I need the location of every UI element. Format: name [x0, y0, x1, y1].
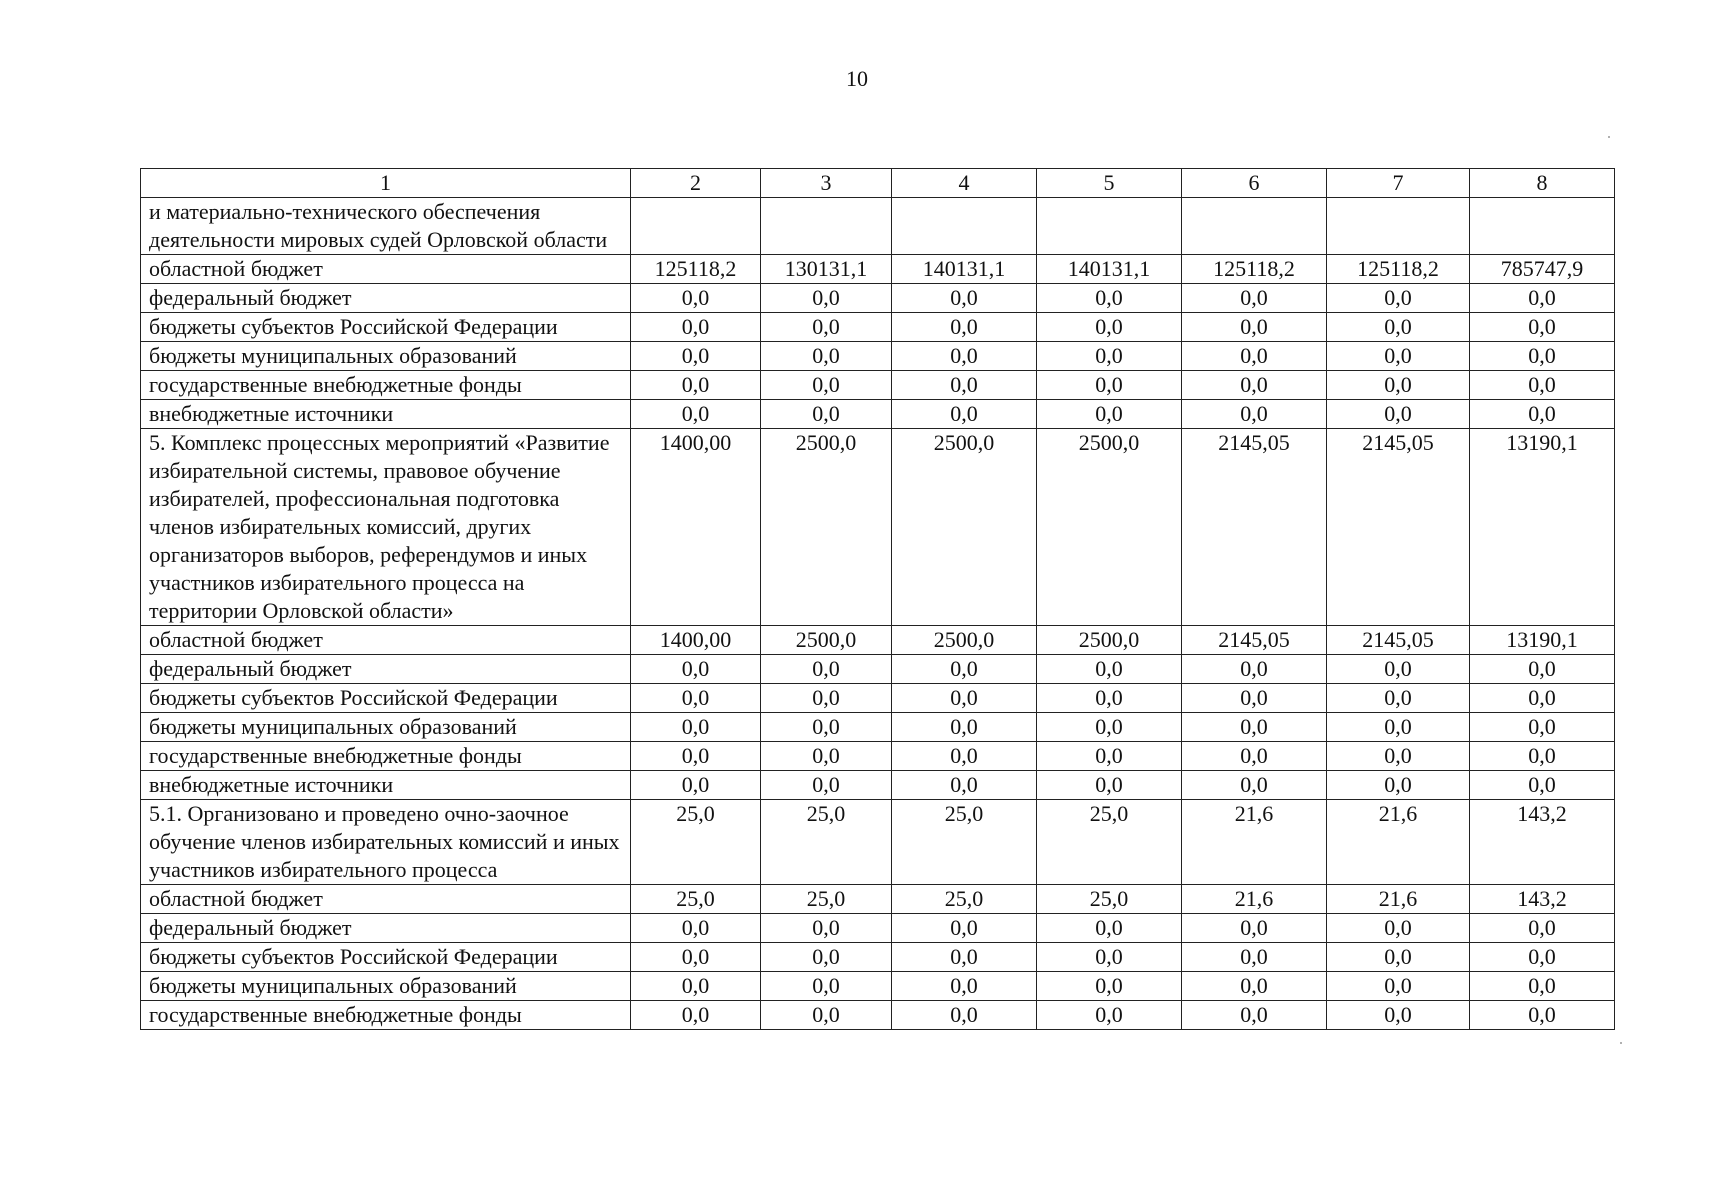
- row-label: федеральный бюджет: [141, 655, 631, 684]
- value-cell: 0,0: [1182, 742, 1327, 771]
- value-cell: 0,0: [1037, 713, 1182, 742]
- table-header-row: [141, 169, 1615, 198]
- value-cell: 0,0: [1470, 400, 1615, 429]
- value-cell: 0,0: [1182, 914, 1327, 943]
- row-label: федеральный бюджет: [141, 914, 631, 943]
- value-cell: 0,0: [631, 771, 761, 800]
- value-cell: [1037, 198, 1182, 255]
- value-cell: 125118,2: [631, 255, 761, 284]
- value-cell: [1470, 198, 1615, 255]
- value-cell: 0,0: [631, 943, 761, 972]
- value-cell: 25,0: [761, 800, 892, 885]
- page-number: 10: [846, 66, 868, 91]
- value-cell: 0,0: [761, 713, 892, 742]
- row-label: внебюджетные источники: [141, 771, 631, 800]
- value-cell: 25,0: [1037, 800, 1182, 885]
- scan-speck: [1620, 1042, 1622, 1044]
- value-cell: 0,0: [892, 400, 1037, 429]
- value-cell: 0,0: [1470, 713, 1615, 742]
- value-cell: 0,0: [761, 1001, 892, 1030]
- value-cell: 2145,05: [1327, 626, 1470, 655]
- value-cell: 140131,1: [1037, 255, 1182, 284]
- table-row: [141, 342, 1615, 371]
- row-label: областной бюджет: [141, 255, 631, 284]
- value-cell: [631, 198, 761, 255]
- value-cell: 0,0: [1037, 342, 1182, 371]
- value-cell: 0,0: [892, 655, 1037, 684]
- value-cell: 0,0: [1327, 914, 1470, 943]
- table-row: [141, 914, 1615, 943]
- value-cell: 21,6: [1327, 885, 1470, 914]
- value-cell: 0,0: [761, 313, 892, 342]
- table-row: [141, 684, 1615, 713]
- row-label: областной бюджет: [141, 626, 631, 655]
- value-cell: 0,0: [892, 1001, 1037, 1030]
- value-cell: 0,0: [1327, 713, 1470, 742]
- row-label: внебюджетные источники: [141, 400, 631, 429]
- value-cell: 0,0: [1182, 313, 1327, 342]
- value-cell: 0,0: [1470, 655, 1615, 684]
- row-label: бюджеты субъектов Российской Федерации: [141, 943, 631, 972]
- value-cell: 0,0: [1470, 313, 1615, 342]
- value-cell: 0,0: [1327, 684, 1470, 713]
- budget-table: [140, 168, 1615, 1030]
- value-cell: 2500,0: [1037, 429, 1182, 626]
- value-cell: 2500,0: [892, 626, 1037, 655]
- value-cell: 0,0: [1182, 371, 1327, 400]
- value-cell: 143,2: [1470, 885, 1615, 914]
- column-number: 8: [1470, 169, 1615, 198]
- row-label: бюджеты субъектов Российской Федерации: [141, 684, 631, 713]
- value-cell: 0,0: [892, 313, 1037, 342]
- value-cell: 0,0: [1182, 1001, 1327, 1030]
- value-cell: 2145,05: [1182, 626, 1327, 655]
- row-label: областной бюджет: [141, 885, 631, 914]
- value-cell: 0,0: [892, 914, 1037, 943]
- value-cell: 0,0: [631, 1001, 761, 1030]
- value-cell: 0,0: [1327, 1001, 1470, 1030]
- value-cell: 0,0: [761, 342, 892, 371]
- table-row: [141, 885, 1615, 914]
- value-cell: 0,0: [761, 943, 892, 972]
- column-number: 1: [141, 169, 631, 198]
- value-cell: 0,0: [1037, 742, 1182, 771]
- value-cell: 13190,1: [1470, 429, 1615, 626]
- table-row: [141, 371, 1615, 400]
- table-row: [141, 972, 1615, 1001]
- value-cell: 0,0: [1037, 914, 1182, 943]
- value-cell: 0,0: [1037, 1001, 1182, 1030]
- value-cell: 0,0: [1037, 684, 1182, 713]
- column-number: 3: [761, 169, 892, 198]
- row-label: бюджеты муниципальных образований: [141, 342, 631, 371]
- value-cell: 0,0: [761, 771, 892, 800]
- value-cell: 0,0: [1037, 284, 1182, 313]
- value-cell: 140131,1: [892, 255, 1037, 284]
- value-cell: 125118,2: [1182, 255, 1327, 284]
- value-cell: 2145,05: [1182, 429, 1327, 626]
- value-cell: 0,0: [1470, 284, 1615, 313]
- value-cell: 25,0: [761, 885, 892, 914]
- value-cell: 0,0: [631, 655, 761, 684]
- value-cell: 0,0: [892, 684, 1037, 713]
- table-row: [141, 429, 1615, 626]
- value-cell: 0,0: [1470, 371, 1615, 400]
- value-cell: 25,0: [892, 800, 1037, 885]
- row-label: государственные внебюджетные фонды: [141, 1001, 631, 1030]
- row-label: 5.1. Организовано и проведено очно-заочное обучение членов избирательных комиссий и иных участников избирательного процесса: [141, 800, 631, 885]
- value-cell: 0,0: [631, 342, 761, 371]
- value-cell: 21,6: [1182, 885, 1327, 914]
- value-cell: 0,0: [1470, 914, 1615, 943]
- value-cell: 0,0: [631, 742, 761, 771]
- row-label: бюджеты муниципальных образований: [141, 972, 631, 1001]
- table-row: [141, 313, 1615, 342]
- value-cell: 2500,0: [761, 429, 892, 626]
- value-cell: 0,0: [1327, 943, 1470, 972]
- value-cell: 0,0: [1182, 713, 1327, 742]
- value-cell: 0,0: [892, 771, 1037, 800]
- table-row: [141, 284, 1615, 313]
- value-cell: 25,0: [1037, 885, 1182, 914]
- value-cell: 0,0: [1182, 771, 1327, 800]
- value-cell: 0,0: [1182, 400, 1327, 429]
- value-cell: 0,0: [1470, 1001, 1615, 1030]
- value-cell: 0,0: [1470, 684, 1615, 713]
- column-number: 5: [1037, 169, 1182, 198]
- table-row: [141, 255, 1615, 284]
- table-row: [141, 626, 1615, 655]
- row-label: федеральный бюджет: [141, 284, 631, 313]
- value-cell: [1327, 198, 1470, 255]
- table-row: [141, 1001, 1615, 1030]
- value-cell: 0,0: [1327, 655, 1470, 684]
- value-cell: [1182, 198, 1327, 255]
- value-cell: 0,0: [1470, 943, 1615, 972]
- value-cell: 0,0: [1182, 342, 1327, 371]
- value-cell: 125118,2: [1327, 255, 1470, 284]
- value-cell: 0,0: [892, 371, 1037, 400]
- table-row: [141, 400, 1615, 429]
- row-label: государственные внебюджетные фонды: [141, 742, 631, 771]
- value-cell: 0,0: [761, 284, 892, 313]
- row-label: 5. Комплекс процессных мероприятий «Развитие избирательной системы, правовое обучение избирателей, профессиональная подготовка членов избирательных комиссий, других организаторов выборов, референдумов и иных участников избирательного процесса на территории Орловской области»: [141, 429, 631, 626]
- table-row: [141, 198, 1615, 255]
- value-cell: 0,0: [631, 972, 761, 1001]
- value-cell: 0,0: [761, 914, 892, 943]
- value-cell: 0,0: [892, 742, 1037, 771]
- table-body: [141, 169, 1615, 1030]
- value-cell: 785747,9: [1470, 255, 1615, 284]
- value-cell: 0,0: [1037, 655, 1182, 684]
- value-cell: 143,2: [1470, 800, 1615, 885]
- row-label: бюджеты субъектов Российской Федерации: [141, 313, 631, 342]
- value-cell: 0,0: [761, 972, 892, 1001]
- value-cell: 0,0: [761, 742, 892, 771]
- value-cell: 0,0: [1470, 972, 1615, 1001]
- value-cell: 0,0: [631, 313, 761, 342]
- value-cell: 0,0: [631, 914, 761, 943]
- value-cell: 0,0: [1327, 342, 1470, 371]
- value-cell: 2500,0: [892, 429, 1037, 626]
- value-cell: 0,0: [1037, 771, 1182, 800]
- scan-speck: [1608, 136, 1610, 138]
- value-cell: 0,0: [1182, 655, 1327, 684]
- value-cell: 0,0: [892, 342, 1037, 371]
- value-cell: 130131,1: [761, 255, 892, 284]
- value-cell: 1400,00: [631, 429, 761, 626]
- value-cell: 0,0: [1470, 771, 1615, 800]
- value-cell: 0,0: [761, 655, 892, 684]
- table-row: [141, 800, 1615, 885]
- value-cell: 13190,1: [1470, 626, 1615, 655]
- value-cell: 0,0: [761, 400, 892, 429]
- value-cell: 0,0: [1470, 742, 1615, 771]
- value-cell: 0,0: [1037, 943, 1182, 972]
- value-cell: 0,0: [1327, 972, 1470, 1001]
- value-cell: 0,0: [1037, 400, 1182, 429]
- value-cell: 0,0: [631, 371, 761, 400]
- value-cell: 0,0: [892, 713, 1037, 742]
- value-cell: 0,0: [1327, 313, 1470, 342]
- column-number: 2: [631, 169, 761, 198]
- value-cell: 0,0: [761, 684, 892, 713]
- table-row: [141, 771, 1615, 800]
- table-row: [141, 655, 1615, 684]
- value-cell: 0,0: [631, 713, 761, 742]
- column-number: 4: [892, 169, 1037, 198]
- row-label: государственные внебюджетные фонды: [141, 371, 631, 400]
- value-cell: 2500,0: [1037, 626, 1182, 655]
- value-cell: [892, 198, 1037, 255]
- value-cell: 21,6: [1327, 800, 1470, 885]
- value-cell: 25,0: [892, 885, 1037, 914]
- value-cell: 0,0: [1327, 400, 1470, 429]
- column-number: 6: [1182, 169, 1327, 198]
- row-label: бюджеты муниципальных образований: [141, 713, 631, 742]
- value-cell: 2145,05: [1327, 429, 1470, 626]
- value-cell: 0,0: [1182, 284, 1327, 313]
- table-row: [141, 713, 1615, 742]
- value-cell: 21,6: [1182, 800, 1327, 885]
- value-cell: 0,0: [1037, 371, 1182, 400]
- value-cell: 0,0: [631, 284, 761, 313]
- row-label: и материально-технического обеспечения деятельности мировых судей Орловской области: [141, 198, 631, 255]
- value-cell: 0,0: [1327, 284, 1470, 313]
- table-row: [141, 943, 1615, 972]
- value-cell: 0,0: [892, 284, 1037, 313]
- value-cell: 0,0: [892, 972, 1037, 1001]
- value-cell: 0,0: [1327, 742, 1470, 771]
- value-cell: 0,0: [1327, 371, 1470, 400]
- value-cell: 0,0: [892, 943, 1037, 972]
- value-cell: 0,0: [1037, 972, 1182, 1001]
- value-cell: 0,0: [631, 684, 761, 713]
- column-number: 7: [1327, 169, 1470, 198]
- value-cell: 0,0: [1182, 972, 1327, 1001]
- value-cell: [761, 198, 892, 255]
- table-row: [141, 742, 1615, 771]
- value-cell: 1400,00: [631, 626, 761, 655]
- value-cell: 0,0: [631, 400, 761, 429]
- value-cell: 0,0: [1182, 684, 1327, 713]
- value-cell: 0,0: [1470, 342, 1615, 371]
- value-cell: 25,0: [631, 885, 761, 914]
- value-cell: 25,0: [631, 800, 761, 885]
- value-cell: 2500,0: [761, 626, 892, 655]
- value-cell: 0,0: [1037, 313, 1182, 342]
- value-cell: 0,0: [1327, 771, 1470, 800]
- value-cell: 0,0: [1182, 943, 1327, 972]
- value-cell: 0,0: [761, 371, 892, 400]
